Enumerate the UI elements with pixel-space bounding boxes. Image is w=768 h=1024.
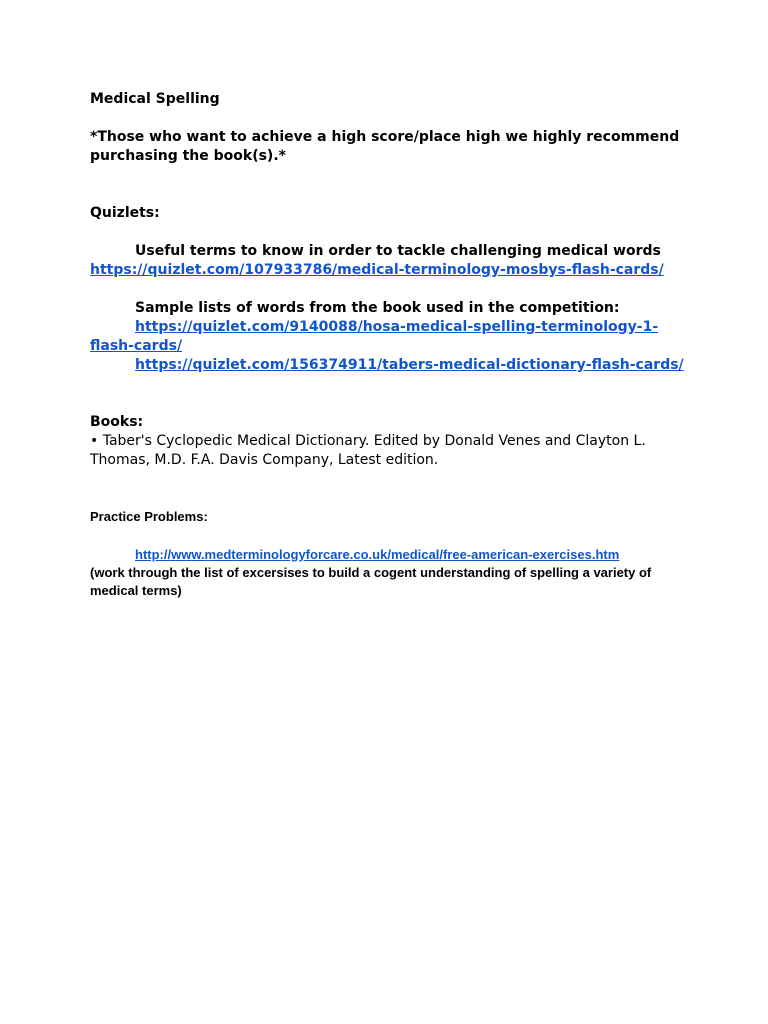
book-item-tabers: • Taber's Cyclopedic Medical Dictionary. Edited by Donald Venes and Clayton L. Thomas, M.D. F.A. Davis Company, Latest edition. <box>90 433 646 468</box>
quizlet-hosa-link[interactable]: https://quizlet.com/9140088/hosa-medical-spelling-terminology-1-flash-cards/ <box>90 319 659 354</box>
spacer <box>90 166 690 204</box>
spacer <box>90 280 690 299</box>
quizlet-tabers-link[interactable]: https://quizlet.com/156374911/tabers-medical-dictionary-flash-cards/ <box>135 357 684 373</box>
quizlet-mosby-link[interactable]: https://quizlet.com/107933786/medical-terminology-mosbys-flash-cards/ <box>90 262 664 278</box>
spacer <box>90 109 690 128</box>
useful-terms-text: Useful terms to know in order to tackle challenging medical words <box>135 243 661 259</box>
practice-note: (work through the list of excersises to build a cogent understanding of spelling a variety of medical terms) <box>90 565 652 598</box>
spacer <box>90 375 690 413</box>
books-heading: Books: <box>90 414 144 430</box>
document-title: Medical Spelling <box>90 91 220 107</box>
spacer <box>90 526 690 546</box>
recommendation-note: *Those who want to achieve a high score/place high we highly recommend purchasing the book(s).* <box>90 129 680 164</box>
document-body <box>90 90 690 600</box>
spacer <box>90 223 690 242</box>
sample-lists-text: Sample lists of words from the book used in the competition: <box>135 300 620 316</box>
spacer <box>90 470 690 508</box>
practice-heading: Practice Problems: <box>90 509 208 524</box>
practice-exercises-link[interactable]: http://www.medterminologyforcare.co.uk/medical/free-american-exercises.htm <box>135 547 620 562</box>
quizlets-heading: Quizlets: <box>90 205 160 221</box>
